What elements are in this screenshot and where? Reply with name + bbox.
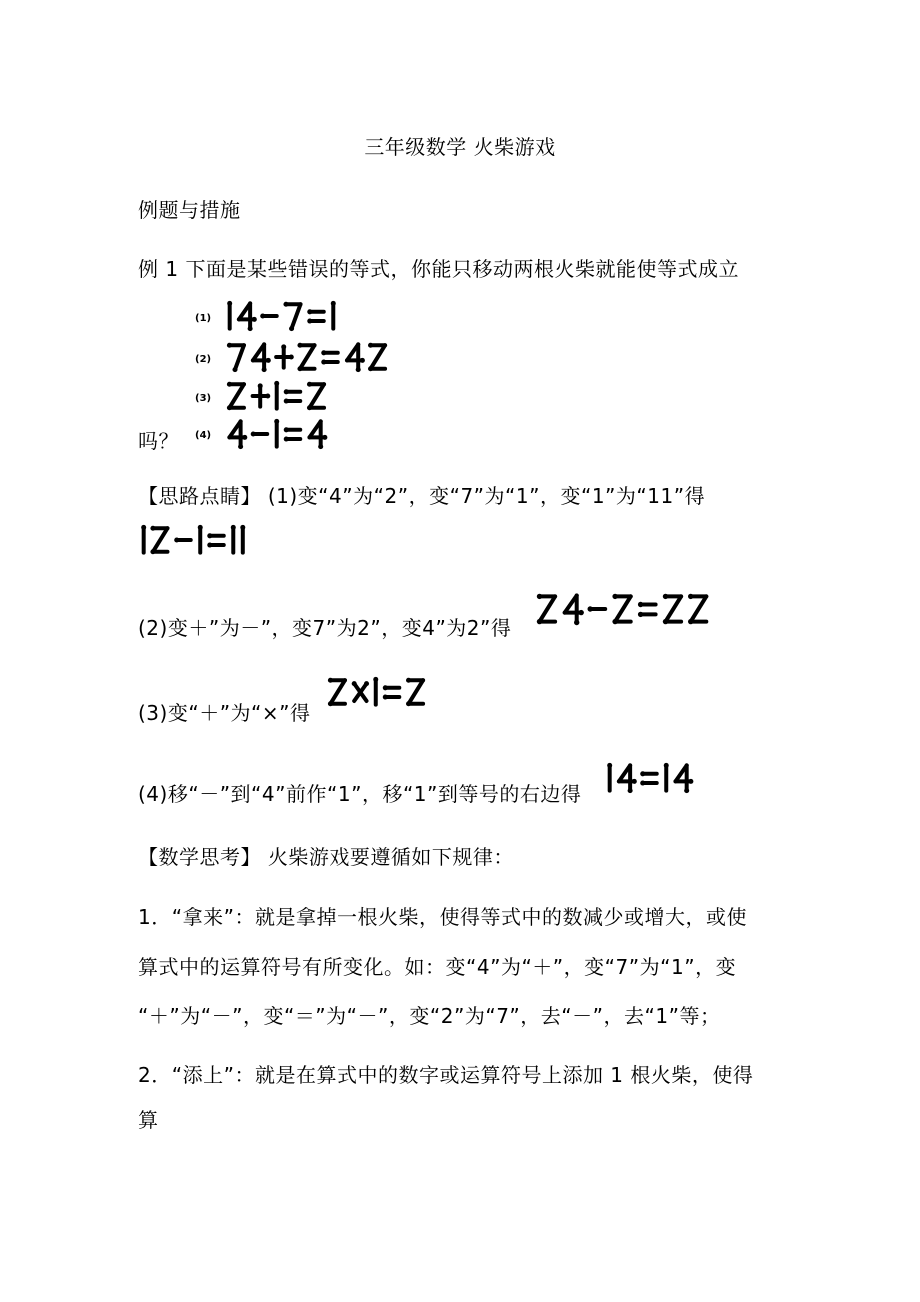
match-head [284,399,289,404]
match-head [274,419,279,424]
match-head [284,437,289,442]
matchstick [540,596,556,621]
matchstick-glyph-2 [260,313,277,318]
match-head [174,537,179,542]
hint-4-matchstick-result [606,764,702,796]
match-head [688,594,693,599]
matchstick-glyph-4 [307,382,324,411]
matchstick-glyph-3 [283,302,300,331]
match-head [227,301,232,306]
matchstick-glyph-1 [565,596,584,626]
match-head [307,382,312,387]
match-head [328,678,333,683]
match-head [262,367,267,372]
matchstick-glyph-1 [150,526,167,555]
matchstick [691,596,707,621]
match-head [612,594,617,599]
match-head [265,393,270,398]
matchstick-glyph-1 [619,765,637,793]
match-head [368,343,373,348]
matchstick [229,384,244,408]
matchstick-equation-1 [226,302,346,334]
equation-label-1: (1) [195,313,212,324]
match-head [297,366,302,371]
match-head [364,681,369,686]
matchstick-glyph-5 [347,344,365,372]
matchstick-glyph-5 [331,301,336,329]
match-head [321,350,326,355]
match-head [283,302,288,307]
match-head [274,381,279,386]
matchstick-glyph-0 [227,301,232,329]
match-head [252,317,257,322]
match-head [242,435,247,440]
match-head [638,612,643,617]
match-head [227,405,232,410]
match-head [688,779,693,784]
match-head [352,681,357,686]
matchstick-glyph-6 [240,525,245,553]
matchstick [615,596,631,621]
matchstick [153,528,168,552]
match-head [331,301,336,306]
matchstick [371,345,386,369]
match-head [640,781,645,786]
match-head [227,382,232,387]
matchstick-glyph-2 [373,677,378,705]
matchstick-glyph-6 [688,594,706,625]
match-head [638,602,643,607]
matchstick [235,345,244,369]
match-head [321,360,326,365]
match-head [232,367,237,372]
equation-label-2: (2) [195,354,212,365]
match-head [141,525,146,530]
match-head [368,366,373,371]
match-head [289,326,294,331]
match-head [248,326,253,331]
matchstick-glyph-1 [352,681,369,701]
equation-label-4: (4) [195,430,212,441]
match-head [284,427,289,432]
hint-4-text: (4)移“－”到“4”前作“1”，移“1”到等号的右边得 [138,782,582,806]
example-1-suffix: 吗？ [138,429,179,453]
match-head [284,389,289,394]
match-head [383,685,388,690]
rule-1-line-2: 算式中的运算符号有所变化。如：变“4”为“＋”，变“7”为“1”，变 [138,955,737,979]
matchstick-equation-2 [226,343,397,375]
hint-1-matchstick-result [140,526,255,558]
match-head [663,594,668,599]
matchstick-glyph-3 [612,594,630,625]
match-head [281,344,286,349]
matchstick-glyph-4 [307,309,324,323]
matchstick-glyph-0 [537,594,555,625]
match-head [406,678,411,683]
rule-1-line-1: 1．“拿来”：就是拿掉一根火柴，使得等式中的数减少或增大，或使 [138,905,747,929]
matchstick-glyph-3 [297,343,314,372]
match-head [373,677,378,682]
matchstick-glyph-4 [406,678,423,707]
match-head [640,771,645,776]
matchstick-glyph-0 [227,382,244,411]
rule-2-line-1: 2．“添上”：就是在算式中的数字或运算符号上添加 1 根火柴，使得 [138,1063,754,1087]
matchstick [409,680,424,704]
thinking-heading: 【数学思考】 火柴游戏要遵循如下规律： [138,845,514,869]
match-head [328,701,333,706]
match-head [632,779,637,784]
match-head [307,405,312,410]
match-head [318,444,323,449]
matchstick-glyph-1 [253,383,271,406]
equation-label-3: (3) [195,393,212,404]
hint-3-matchstick-result [327,678,435,710]
match-head [198,525,203,530]
matchstick-glyph-1 [253,344,271,372]
match-head [307,319,312,324]
match-head [406,701,411,706]
match-head [612,619,617,624]
matchstick [292,304,301,328]
match-head [383,695,388,700]
hint-1-text: 【思路点睛】 (1)变“4”为“2”，变“7”为“1”，变“1”为“11”得 [138,484,706,508]
matchstick [309,384,324,408]
match-head [307,309,312,314]
match-head [356,367,361,372]
matchstick-glyph-2 [588,606,606,611]
match-head [360,358,365,363]
matchstick-glyph-2 [274,381,279,409]
hint-2-text: (2)变＋”为－”，变7”为2”，变4”为2”得 [138,616,512,640]
matchstick [666,596,682,621]
example-1-prompt: 例 1 下面是某些错误的等式，你能只移动两根火柴就能使等式成立 [138,257,739,281]
matchstick-glyph-2 [276,344,294,367]
matchstick-glyph-4 [638,602,656,617]
match-head [579,610,584,615]
match-head [297,343,302,348]
match-head [537,619,542,624]
matchstick-glyph-1 [251,431,268,436]
match-head [260,313,265,318]
match-head [240,525,245,530]
hint-2-matchstick-result [536,594,719,628]
matchstick-glyph-5 [663,594,681,625]
match-head [266,358,271,363]
matchstick-glyph-4 [207,533,224,547]
matchstick-glyph-2 [174,537,191,542]
matchstick-glyph-3 [664,763,669,791]
matchstick-glyph-5 [231,525,236,553]
matchstick-glyph-2 [640,771,657,785]
rule-1-line-3: “＋”为“－”，变“＝”为“－”，变“2”为“7”，去“－”，去“1”等； [138,1004,721,1028]
matchstick-equation-3 [226,382,336,414]
match-head [684,788,689,793]
matchstick-glyph-4 [321,350,338,364]
match-head [537,594,542,599]
matchstick-glyph-3 [284,427,301,441]
matchstick-glyph-4 [675,765,693,793]
matchstick-glyph-0 [328,678,345,707]
matchstick [300,345,315,369]
match-head [322,435,327,440]
section-heading: 例题与措施 [138,198,241,222]
matchstick-glyph-0 [607,763,612,791]
matchstick-glyph-1 [239,303,257,331]
matchstick-glyph-6 [368,343,385,372]
match-head [150,549,155,554]
matchstick-glyph-0 [229,421,247,449]
matchstick-equation-4 [226,420,336,452]
matchstick-glyph-0 [141,525,146,553]
match-head [207,543,212,548]
match-head [688,619,693,624]
match-head [664,763,669,768]
match-head [258,383,263,388]
rule-2-line-2: 算 [138,1108,159,1132]
matchstick-glyph-3 [383,685,400,699]
page-title: 三年级数学 火柴游戏 [364,135,556,159]
match-head [231,525,236,530]
match-head [227,343,232,348]
matchstick-glyph-0 [227,343,244,372]
matchstick-glyph-4 [309,421,327,449]
matchstick [330,680,345,704]
hint-3-text: (3)变“＋”为“×”得 [138,701,311,725]
match-head [663,619,668,624]
match-head [251,431,256,436]
match-head [607,763,612,768]
match-head [150,526,155,531]
matchstick-glyph-2 [274,419,279,447]
match-head [628,788,633,793]
match-head [207,533,212,538]
match-head [238,444,243,449]
match-head [574,620,579,625]
match-head [588,606,593,611]
matchstick-glyph-3 [198,525,203,553]
match-head [289,354,294,359]
matchstick-glyph-3 [284,389,301,403]
